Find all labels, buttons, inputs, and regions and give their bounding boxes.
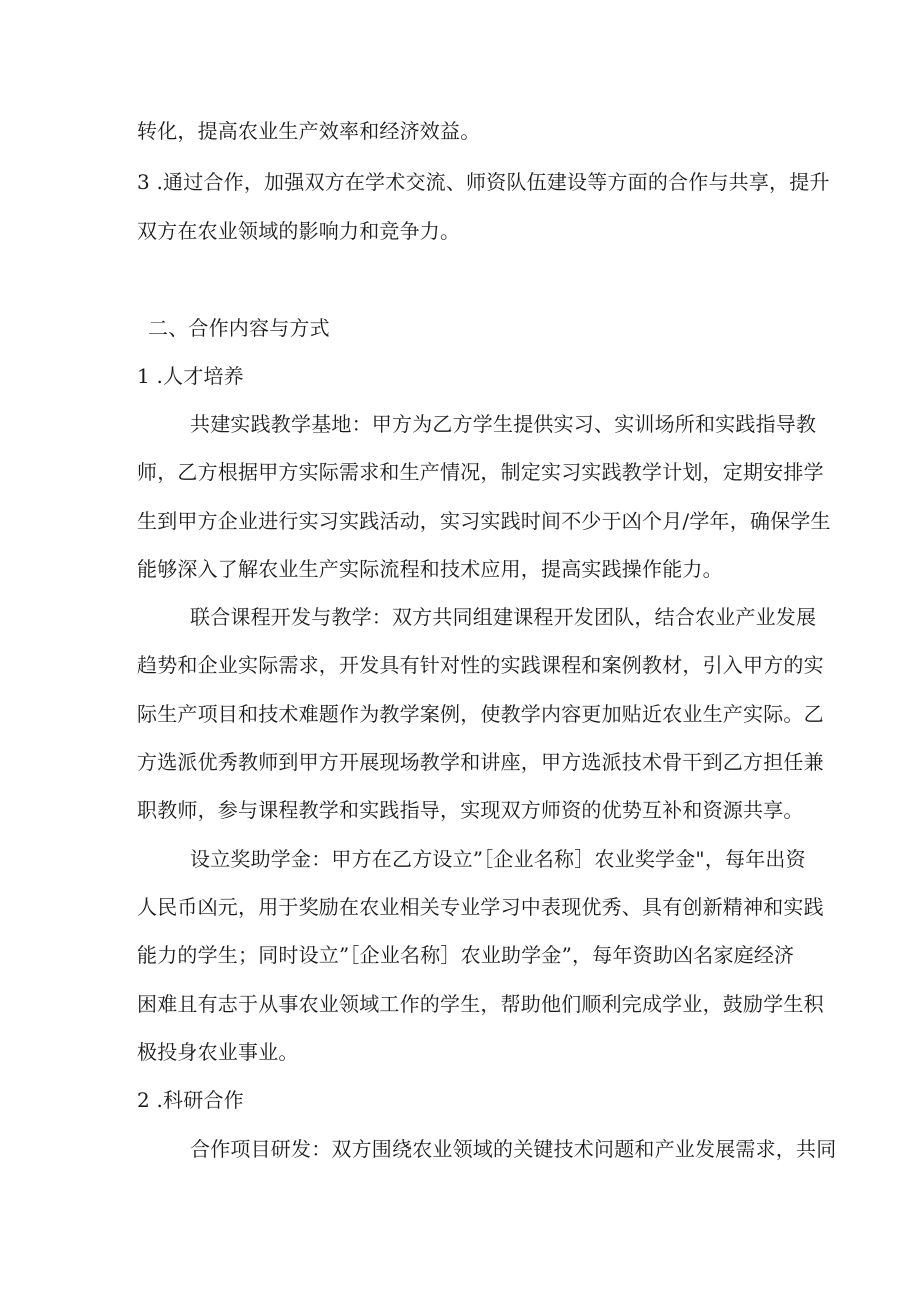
paragraph-line: 方选派优秀教师到甲方开展现场教学和讲座，甲方选派技术骨干到乙方担任兼	[137, 750, 824, 774]
paragraph-line: 人民币凶元，用于奖励在农业相关专业学习中表现优秀、具有创新精神和实践	[137, 895, 824, 919]
paragraph-line: 师，乙方根据甲方实际需求和生产情况，制定实习实践教学计划，定期安排学	[137, 460, 824, 484]
text-line: 转化，提高农业生产效率和经济效益。	[137, 119, 481, 143]
paragraph-line: 际生产项目和技术难题作为教学案例，使教学内容更加贴近农业生产实际。乙	[137, 702, 824, 726]
subsection-heading: 1 .人才培养	[137, 364, 244, 388]
paragraph-line: 设立奖助学金：甲方在乙方设立”［企业名称］农业奖学金"，每年出资	[190, 847, 806, 871]
text-line: 双方在农业领域的影响力和竞争力。	[137, 219, 461, 243]
paragraph-line: 合作项目研发：双方围绕农业领域的关键技术问题和产业发展需求，共同	[190, 1137, 837, 1161]
subsection-heading: 2 .科研合作	[137, 1088, 244, 1112]
paragraph-line: 共建实践教学基地：甲方为乙方学生提供实习、实训场所和实践指导教	[190, 412, 817, 436]
paragraph-line: 联合课程开发与教学：双方共同组建课程开发团队，结合农业产业发展	[190, 605, 817, 629]
paragraph-line: 职教师，参与课程教学和实践指导，实现双方师资的优势互补和资源共享。	[137, 798, 804, 822]
paragraph-line: 能够深入了解农业生产实际流程和技术应用，提高实践操作能力。	[137, 557, 723, 581]
paragraph-line: 极投身农业事业。	[137, 1040, 299, 1064]
paragraph-line: 困难且有志于从事农业领域工作的学生，帮助他们顺利完成学业，鼓励学生积	[137, 992, 824, 1016]
section-heading: 二、合作内容与方式	[148, 316, 330, 340]
paragraph-line: 趋势和企业实际需求，开发具有针对性的实践课程和案例教材，引入甲方的实	[137, 653, 824, 677]
paragraph-line: 生到甲方企业进行实习实践活动，实习实践时间不少于凶个月/学年，确保学生	[137, 509, 831, 533]
paragraph-line: 能力的学生；同时设立”［企业名称］农业助学金”，每年资助凶名家庭经济	[137, 943, 795, 967]
list-item-3-line: 3 .通过合作，加强双方在学术交流、师资队伍建设等方面的合作与共享，提升	[137, 170, 830, 194]
